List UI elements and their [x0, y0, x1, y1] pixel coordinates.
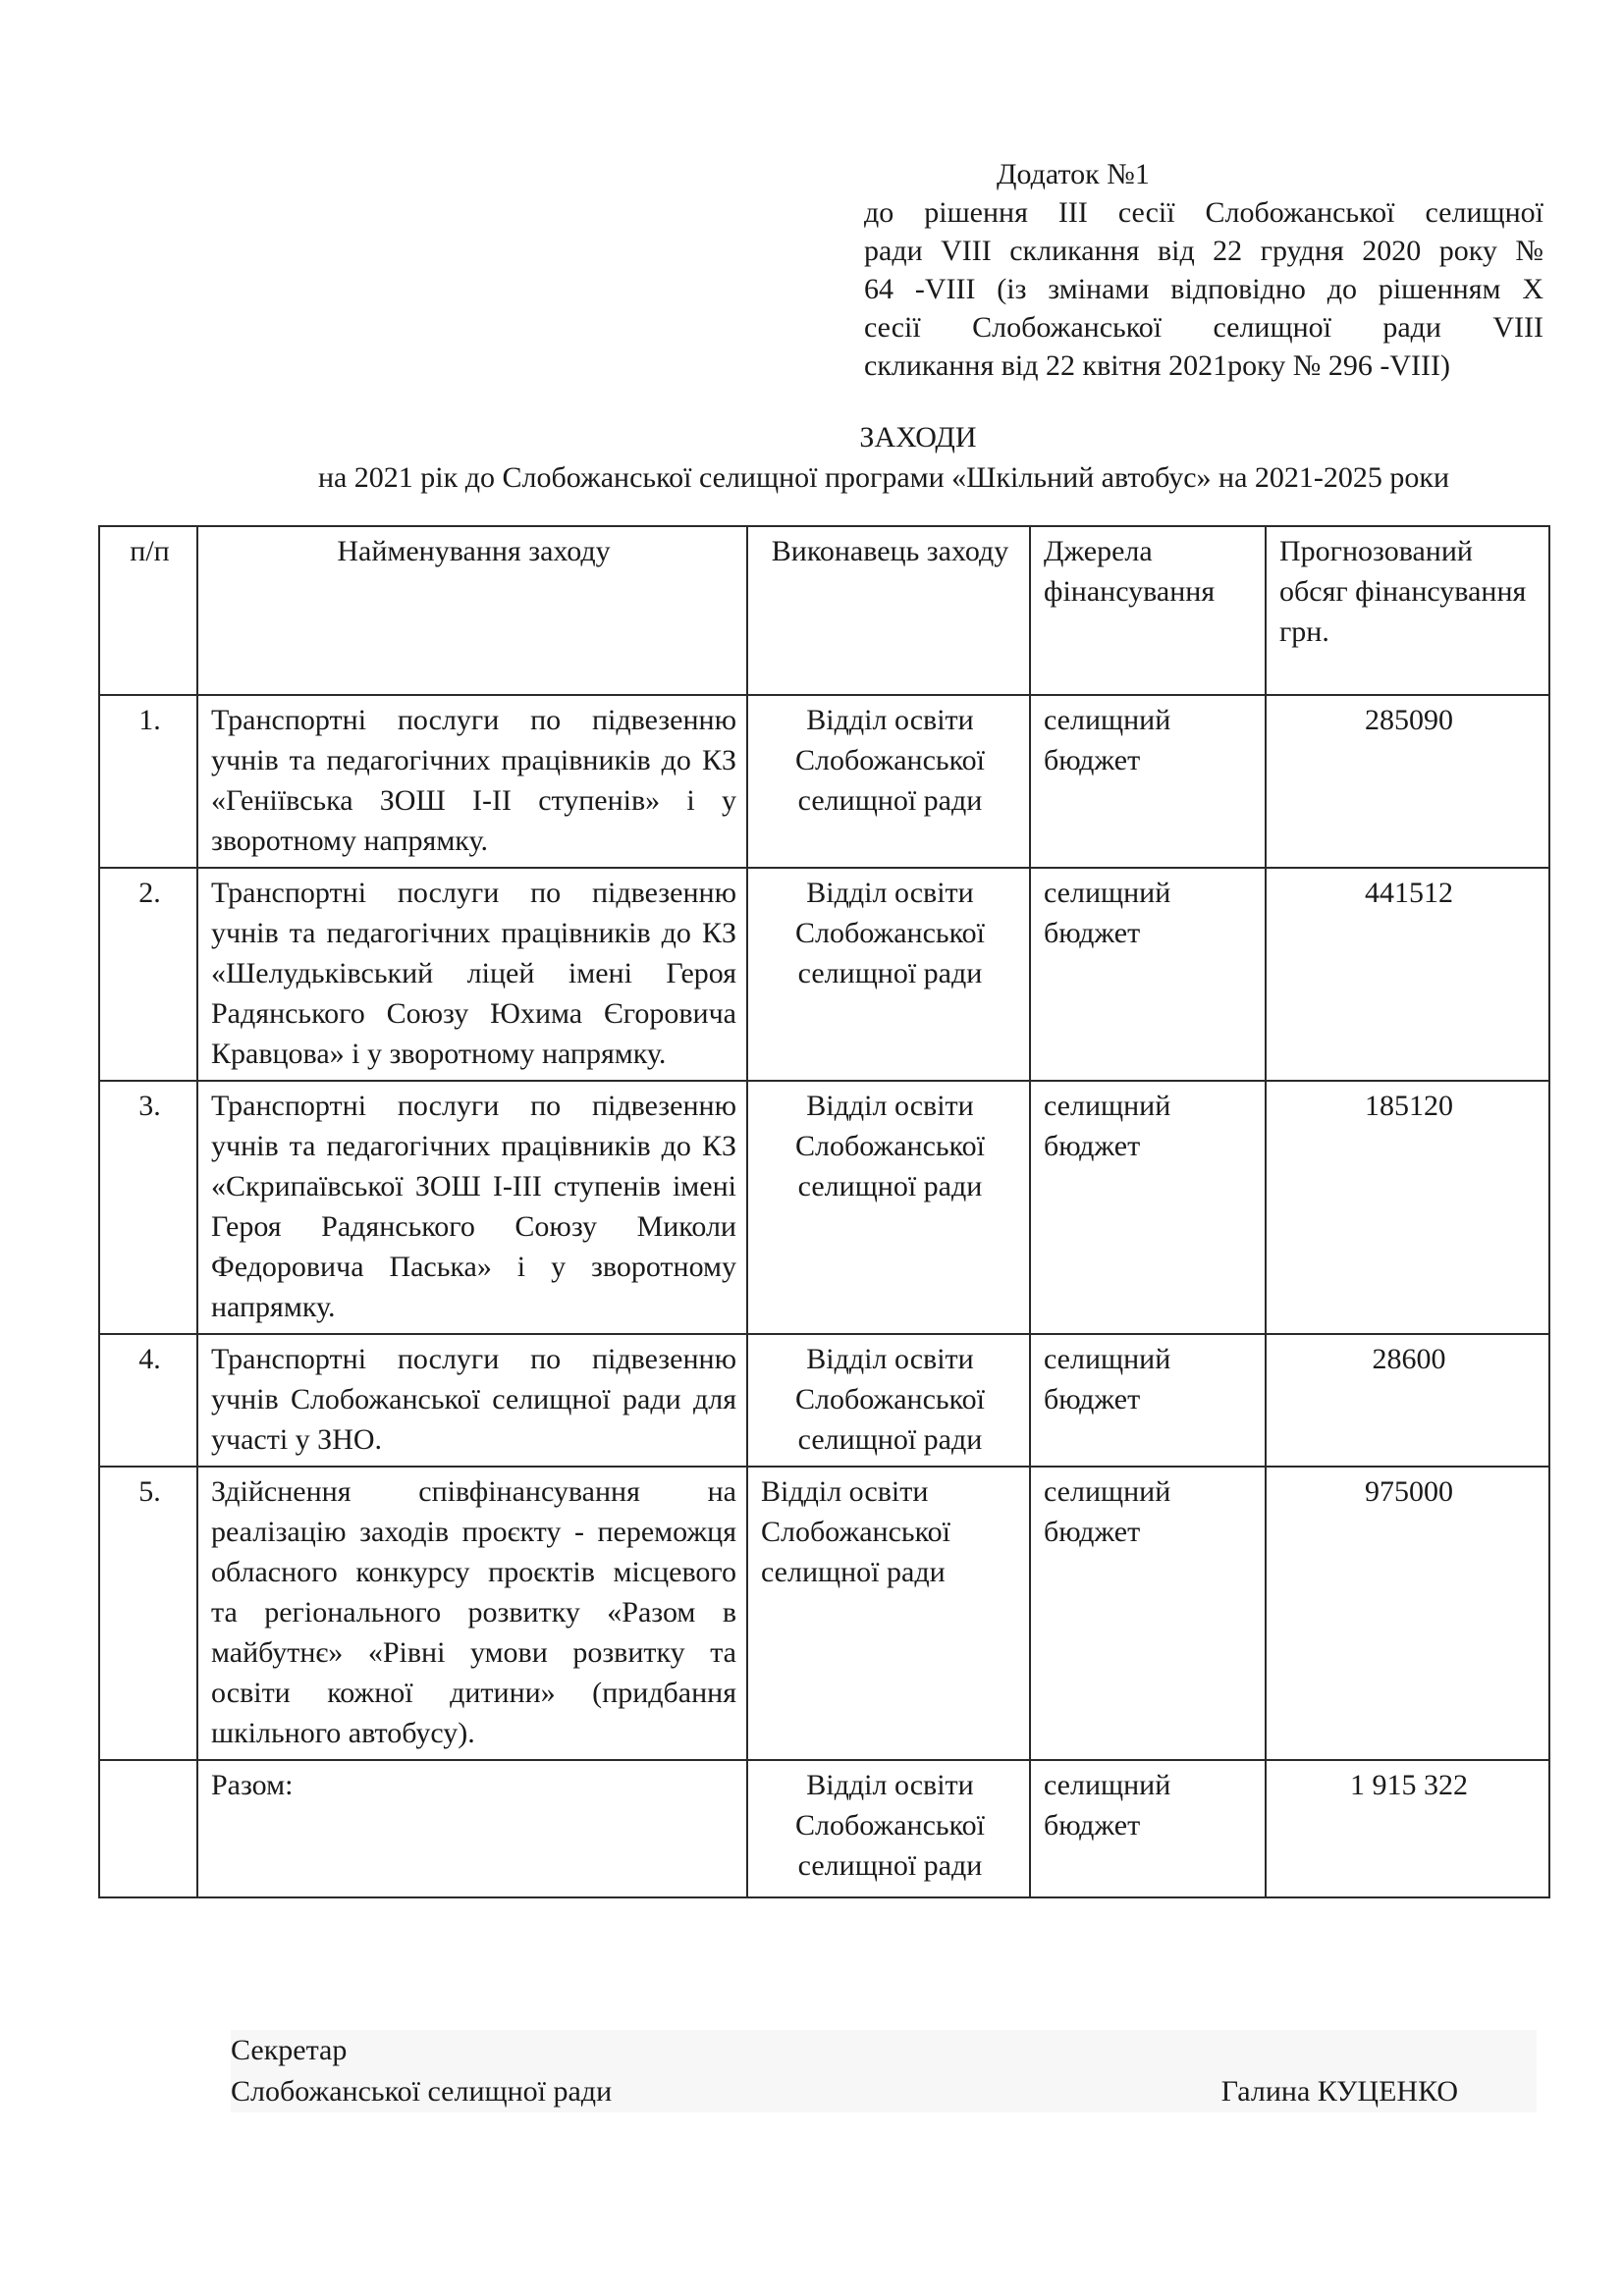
- row-amount: 28600: [1266, 1334, 1549, 1467]
- header-amount: Прогнозований обсяг фінансування грн.: [1266, 526, 1549, 695]
- row-source: селищний бюджет: [1030, 1081, 1266, 1334]
- total-amount: 1 915 322: [1266, 1760, 1549, 1897]
- header-name: Найменування заходу: [197, 526, 747, 695]
- row-amount: 441512: [1266, 868, 1549, 1081]
- signature-organization: Слобожанської селищної ради: [231, 2075, 613, 2108]
- appendix-line: сесії Слобожанської селищної ради VIII: [864, 311, 1543, 344]
- row-num: 4.: [99, 1334, 197, 1467]
- row-num: 3.: [99, 1081, 197, 1334]
- table-total-row: [99, 1760, 1549, 1897]
- row-source: селищний бюджет: [1030, 868, 1266, 1081]
- total-source: селищний бюджет: [1030, 1760, 1266, 1897]
- row-name: Транспортні послуги по підвезенню учнів та педагогічних працівників до КЗ «Геніївська ЗОШ І-ІІ ступенів» і у зворотному напрямку.: [197, 695, 747, 868]
- table-row: [99, 1467, 1549, 1760]
- row-name: Транспортні послуги по підвезенню учнів та педагогічних працівників до КЗ «Шелудьківський ліцей імені Героя Радянського Союзу Юхима Єгоровича Кравцова» і у зворотному напрямку.: [197, 868, 747, 1081]
- row-amount: 975000: [1266, 1467, 1549, 1760]
- row-source: селищний бюджет: [1030, 1467, 1266, 1760]
- row-name: Транспортні послуги по підвезенню учнів та педагогічних працівників до КЗ «Скрипаївської ЗОШ І-ІІІ ступенів імені Героя Радянського Союзу Миколи Федоровича Паська» і у зворотному напрямку.: [197, 1081, 747, 1334]
- row-name: Здійснення співфінансування на реалізацію заходів проєкту - переможця обласного конкурсу проєктів місцевого та регіонального розвитку «Разом в майбутнє» «Рівні умови розвитку та освіти кожної дитини» (придбання шкільного автобусу).: [197, 1467, 747, 1760]
- row-num: 5.: [99, 1467, 197, 1760]
- header-executor: Виконавець заходу: [747, 526, 1030, 695]
- document-title: ЗАХОДИ: [859, 421, 977, 454]
- appendix-line: 64 -VIII (із змінами відповідно до рішенням Х: [864, 273, 1543, 305]
- signature-block: [231, 2030, 1537, 2112]
- measures-table: [98, 525, 1550, 1898]
- row-executor: Відділ освіти Слобожанської селищної ради: [747, 868, 1030, 1081]
- table-row: [99, 1081, 1549, 1334]
- total-num: [99, 1760, 197, 1897]
- appendix-line: скликання від 22 квітня 2021року № 296 -VIII): [864, 349, 1450, 382]
- row-num: 1.: [99, 695, 197, 868]
- appendix-title: Додаток №1: [997, 158, 1150, 190]
- signature-name: Галина КУЦЕНКО: [1220, 2075, 1458, 2108]
- document-subtitle: на 2021 рік до Слобожанської селищної програми «Шкільний автобус» на 2021-2025 роки: [317, 461, 1450, 494]
- row-executor: Відділ освіти Слобожанської селищної ради: [747, 1467, 1030, 1760]
- appendix-block: [864, 155, 1543, 385]
- row-num: 2.: [99, 868, 197, 1081]
- header-source: Джерела фінансування: [1030, 526, 1266, 695]
- row-amount: 185120: [1266, 1081, 1549, 1334]
- appendix-line: до рішення ІІІ сесії Слобожанської селищної: [864, 196, 1543, 229]
- header-num: п/п: [99, 526, 197, 695]
- row-executor: Відділ освіти Слобожанської селищної ради: [747, 1081, 1030, 1334]
- signature-position: Секретар: [231, 2034, 348, 2066]
- row-amount: 285090: [1266, 695, 1549, 868]
- table-row: [99, 868, 1549, 1081]
- table-row: [99, 1334, 1549, 1467]
- document-heading: [236, 417, 1532, 498]
- table-header-row: [99, 526, 1549, 695]
- row-source: селищний бюджет: [1030, 1334, 1266, 1467]
- total-label: Разом:: [197, 1760, 747, 1897]
- table-row: [99, 695, 1549, 868]
- row-source: селищний бюджет: [1030, 695, 1266, 868]
- appendix-line: ради VIII скликання від 22 грудня 2020 року №: [864, 235, 1543, 267]
- row-name: Транспортні послуги по підвезенню учнів Слобожанської селищної ради для участі у ЗНО.: [197, 1334, 747, 1467]
- row-executor: Відділ освіти Слобожанської селищної ради: [747, 1334, 1030, 1467]
- total-executor: Відділ освіти Слобожанської селищної ради: [747, 1760, 1030, 1897]
- row-executor: Відділ освіти Слобожанської селищної ради: [747, 695, 1030, 868]
